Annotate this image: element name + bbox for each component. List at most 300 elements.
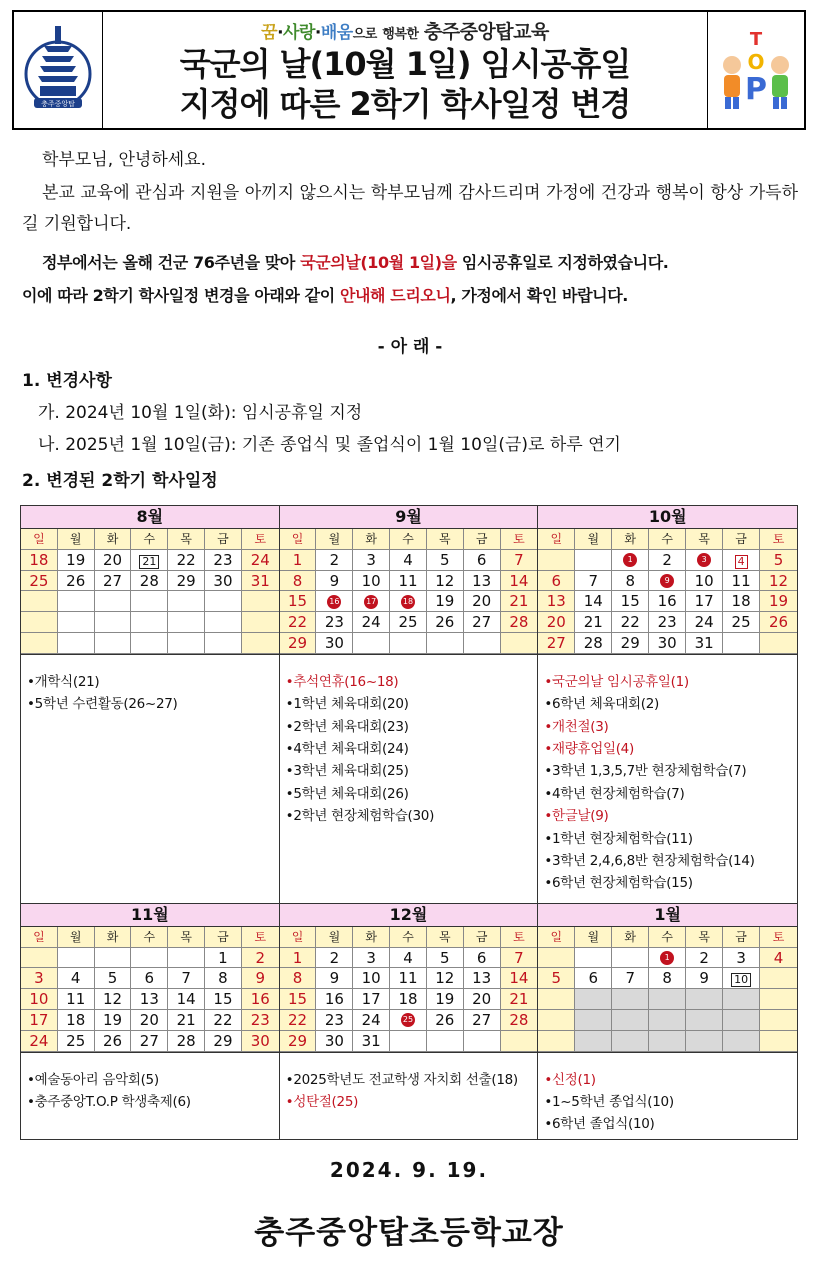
schedule-event: •5학년 수련활동(26~27) xyxy=(27,696,178,713)
calendar-day-number: 24 xyxy=(361,1010,381,1029)
calendar-day xyxy=(21,612,58,633)
weekday-header: 금 xyxy=(464,529,501,550)
calendar-day xyxy=(723,989,760,1010)
calendar-day-number: 13 xyxy=(472,571,492,590)
calendar-day xyxy=(242,948,279,969)
calendar-day-number: 2 xyxy=(329,948,340,967)
calendar-day-number: 10 xyxy=(361,969,381,988)
calendar-day-number: 3 xyxy=(366,948,376,967)
calendar-day-number: 23 xyxy=(324,613,344,632)
schedule-event: •한글날(9) xyxy=(544,808,609,825)
calendar-day xyxy=(760,550,797,571)
logo-text: 충주중앙탑 xyxy=(41,100,75,108)
month-calendar xyxy=(280,506,539,654)
calendar-day-number: 10 xyxy=(694,571,714,590)
schedule-event: •6학년 체육대회(2) xyxy=(544,696,659,713)
paragraph-3 xyxy=(22,280,798,311)
schedule-event: •2025학년도 전교학생 자치회 선출(18) xyxy=(285,1071,518,1088)
calendar-day xyxy=(316,948,353,969)
calendar-day xyxy=(575,1010,612,1031)
calendar-day xyxy=(58,612,95,633)
calendar-day-number: 6 xyxy=(551,571,562,590)
calendar-day xyxy=(131,612,168,633)
calendar-day xyxy=(58,948,95,969)
schedule-event: •1학년 체육대회(20) xyxy=(285,696,409,713)
calendar-day-number: 7 xyxy=(625,969,635,988)
calendar-day-number: 4 xyxy=(403,550,413,569)
calendar-day-number: 4 xyxy=(773,948,784,967)
calendar-day xyxy=(427,1031,464,1052)
calendar-day xyxy=(686,948,723,969)
calendar-day xyxy=(612,612,649,633)
calendar-day-number: 11 xyxy=(731,571,751,590)
calendar-day xyxy=(21,591,58,612)
calendar-day xyxy=(168,968,205,989)
calendar-day xyxy=(131,550,168,571)
calendar-day xyxy=(95,550,132,571)
calendar-day-number: 2 xyxy=(662,550,672,569)
weekday-header: 목 xyxy=(168,927,205,948)
schedule-event: •6학년 졸업식(10) xyxy=(544,1116,655,1133)
weekday-header: 금 xyxy=(205,529,242,550)
calendar-day-number: 30 xyxy=(324,633,344,652)
calendar-day-number: 11 xyxy=(398,571,418,590)
schedule-event: •3학년 체육대회(25) xyxy=(285,763,409,780)
calendar-day xyxy=(280,571,317,592)
calendar-day-number: 1 xyxy=(660,951,674,965)
calendar-day xyxy=(58,989,95,1010)
calendar-day-number: 12 xyxy=(102,990,123,1009)
calendar-day-number: 13 xyxy=(546,592,566,611)
calendar-day xyxy=(353,550,390,571)
month-title: 8월 xyxy=(21,506,279,529)
calendar-day xyxy=(390,633,427,654)
calendar-day xyxy=(464,550,501,571)
calendar-day-number: 9 xyxy=(699,969,709,988)
paragraph-3-a: 이에 따라 2학기 학사일정 변경을 아래와 같이 xyxy=(22,286,340,305)
schedule-event: •2학년 체육대회(23) xyxy=(285,718,409,735)
calendar-day xyxy=(131,1010,168,1031)
calendar-day xyxy=(168,989,205,1010)
calendar-day xyxy=(723,550,760,571)
calendar-day xyxy=(242,612,279,633)
calendar-day-number: 1 xyxy=(218,948,228,967)
calendar-day xyxy=(760,1010,797,1031)
calendar-day-number: 18 xyxy=(29,550,49,569)
calendar-day-number: 24 xyxy=(694,613,714,632)
calendar-day xyxy=(575,633,612,654)
calendar-day xyxy=(649,550,686,571)
weekday-header: 토 xyxy=(501,529,538,550)
page-title-line2: 지정에 따른 2학기 학사일정 변경 xyxy=(179,84,631,123)
weekday-header: 수 xyxy=(390,927,427,948)
calendar-day xyxy=(316,1010,353,1031)
calendar-day xyxy=(760,989,797,1010)
calendar-day-number: 8 xyxy=(662,969,672,988)
calendar-day xyxy=(649,612,686,633)
calendar-day-number: 19 xyxy=(66,550,86,569)
calendar-day xyxy=(205,1031,242,1052)
calendar-day xyxy=(538,1031,575,1052)
calendar-day xyxy=(205,612,242,633)
calendar-day-number: 7 xyxy=(514,550,524,569)
calendar-day-number: 27 xyxy=(472,613,492,632)
calendar-day xyxy=(612,968,649,989)
calendar-day-number: 29 xyxy=(288,1031,308,1050)
calendar-day-number: 16 xyxy=(324,990,344,1009)
calendar-day xyxy=(168,550,205,571)
calendar-day xyxy=(575,1031,612,1052)
weekday-header: 목 xyxy=(686,927,723,948)
calendar-day-number: 25 xyxy=(66,1031,86,1050)
calendar-day-number: 30 xyxy=(250,1031,270,1050)
slogan-happy: 행복한 xyxy=(382,26,419,42)
calendar-day xyxy=(168,948,205,969)
calendar-day xyxy=(131,633,168,654)
month-title: 11월 xyxy=(21,904,279,927)
paragraph-2 xyxy=(22,247,798,278)
calendar-day xyxy=(501,550,538,571)
calendar-day xyxy=(316,968,353,989)
calendar-day-number: 26 xyxy=(435,613,455,632)
slogan-dot: · xyxy=(277,22,284,43)
slogan-particle: 으로 xyxy=(352,26,377,42)
calendar-day-number: 7 xyxy=(181,969,191,988)
calendar-day-number: 11 xyxy=(66,990,86,1009)
calendar-notes-autumn xyxy=(21,654,797,903)
calendar-day xyxy=(760,948,797,969)
calendar-day-number: 21 xyxy=(509,990,529,1009)
slogan-dot: · xyxy=(314,22,321,43)
greeting: 학부모님, 안녕하세요. xyxy=(42,150,207,170)
section-1-item-a: 가. 2024년 10월 1일(화): 임시공휴일 지정 xyxy=(38,403,363,423)
month-grid xyxy=(280,927,538,1052)
month-calendar xyxy=(538,904,797,1052)
calendar-day xyxy=(242,633,279,654)
calendar-day-number: 5 xyxy=(551,969,562,988)
calendar-day-number: 6 xyxy=(476,948,487,967)
calendar-day xyxy=(686,968,723,989)
weekday-header: 화 xyxy=(353,529,390,550)
calendar-day-number: 14 xyxy=(509,969,529,988)
calendar-day xyxy=(280,550,317,571)
calendar-day-number: 14 xyxy=(583,592,603,611)
paragraph-2-highlight: 국군의날(10월 1일)을 xyxy=(300,253,457,272)
calendar-day-number: 23 xyxy=(657,613,677,632)
calendar-day xyxy=(95,1010,132,1031)
weekday-header: 일 xyxy=(538,927,575,948)
top-mascot xyxy=(707,12,804,128)
slogan-learning: 배움 xyxy=(320,22,353,43)
calendar-day xyxy=(575,989,612,1010)
calendar-day xyxy=(390,550,427,571)
month-title: 12월 xyxy=(280,904,538,927)
calendar-day xyxy=(168,571,205,592)
calendar-day xyxy=(168,633,205,654)
calendar-day-number: 28 xyxy=(509,613,529,632)
schedule-event: •충주중앙T.O.P 학생축제(6) xyxy=(27,1093,191,1110)
calendar-day xyxy=(58,633,95,654)
calendar-day-number: 6 xyxy=(588,969,599,988)
weekday-header: 화 xyxy=(95,529,132,550)
month-calendar xyxy=(280,904,539,1052)
calendar-day-number: 19 xyxy=(435,990,455,1009)
calendar-day-number: 2 xyxy=(329,550,340,569)
calendar-day-number: 22 xyxy=(620,613,640,632)
weekday-header: 목 xyxy=(686,529,723,550)
header-title-area xyxy=(103,12,707,128)
month-calendar xyxy=(21,904,280,1052)
calendar-day xyxy=(390,968,427,989)
calendar-day xyxy=(205,948,242,969)
calendar-day xyxy=(686,591,723,612)
calendar-day xyxy=(168,612,205,633)
calendar-day-number: 18 xyxy=(731,592,751,611)
weekday-header: 일 xyxy=(280,927,317,948)
calendar-day-number: 11 xyxy=(398,969,418,988)
calendar-day-number: 15 xyxy=(288,990,308,1009)
calendar-day xyxy=(168,591,205,612)
calendar-day xyxy=(316,1031,353,1052)
schedule-event: •5학년 체육대회(26) xyxy=(285,785,409,802)
calendar-day xyxy=(242,550,279,571)
calendar-day-number: 21 xyxy=(509,592,529,611)
calendar-day xyxy=(280,1010,317,1031)
weekday-header: 토 xyxy=(242,529,279,550)
calendar-day xyxy=(58,550,95,571)
month-notes xyxy=(538,655,797,903)
mascot-letter-p: P xyxy=(745,72,767,107)
calendar-day xyxy=(723,571,760,592)
calendar-day-number: 27 xyxy=(102,571,123,590)
calendar-day-number: 9 xyxy=(660,574,674,588)
weekday-header: 토 xyxy=(242,927,279,948)
calendar-day-number: 23 xyxy=(250,1010,270,1029)
calendar-day xyxy=(464,571,501,592)
calendar-day xyxy=(95,1031,132,1052)
calendar-day xyxy=(501,989,538,1010)
calendar-day xyxy=(95,948,132,969)
calendar-day xyxy=(280,591,317,612)
calendar-day xyxy=(464,612,501,633)
calendar-day xyxy=(95,571,132,592)
calendar-day xyxy=(427,633,464,654)
weekday-header: 화 xyxy=(353,927,390,948)
calendar-day-number: 14 xyxy=(509,571,529,590)
calendar-day xyxy=(205,571,242,592)
calendar-day-number: 7 xyxy=(514,948,524,967)
calendar-day xyxy=(538,968,575,989)
calendar-day-number: 29 xyxy=(620,633,640,652)
calendar-day-number: 20 xyxy=(102,550,123,569)
weekday-header: 토 xyxy=(760,927,797,948)
calendar-day xyxy=(390,591,427,612)
slogan xyxy=(261,17,549,44)
mascot-letter-o: O xyxy=(747,50,765,74)
calendar-day xyxy=(353,591,390,612)
calendar-day-number: 3 xyxy=(34,969,44,988)
calendar-day xyxy=(131,948,168,969)
calendar-day-number: 21 xyxy=(583,613,603,632)
calendar-day-number: 5 xyxy=(107,969,118,988)
calendar-day xyxy=(58,1031,95,1052)
calendar-day-number: 10 xyxy=(361,571,381,590)
calendar-day-number: 25 xyxy=(398,613,418,632)
section-2-title: 2. 변경된 2학기 학사일정 xyxy=(22,471,218,491)
calendar-day xyxy=(95,612,132,633)
calendar-day xyxy=(131,571,168,592)
calendar-notes-winter xyxy=(21,1052,797,1139)
calendar-day-number: 25 xyxy=(731,613,751,632)
calendar-day xyxy=(242,591,279,612)
calendar-day-number: 28 xyxy=(583,633,603,652)
calendar-day-number: 22 xyxy=(288,613,308,632)
calendar-day xyxy=(131,968,168,989)
calendar-day-number: 9 xyxy=(329,571,340,590)
calendar-day xyxy=(316,571,353,592)
weekday-header: 수 xyxy=(649,529,686,550)
calendar-day-number: 22 xyxy=(213,1010,233,1029)
calendar-day xyxy=(612,571,649,592)
weekday-header: 금 xyxy=(723,529,760,550)
slogan-brand: 충주중앙탑교육 xyxy=(423,20,549,43)
month-notes xyxy=(21,1053,280,1139)
calendar-day-number: 15 xyxy=(213,990,233,1009)
calendar-day-number: 12 xyxy=(768,571,789,590)
calendar-day xyxy=(427,948,464,969)
calendar-day-number: 25 xyxy=(401,1013,415,1027)
calendar-day xyxy=(760,571,797,592)
month-grid xyxy=(538,927,797,1052)
calendar-day-number: 20 xyxy=(139,1010,159,1029)
weekday-header: 화 xyxy=(95,927,132,948)
calendar-day xyxy=(280,633,317,654)
calendar-day-number: 24 xyxy=(250,550,270,569)
month-calendar xyxy=(538,506,797,654)
calendar-day xyxy=(242,571,279,592)
weekday-header: 월 xyxy=(575,529,612,550)
paragraph-2-a: 정부에서는 올해 건군 76주년을 맞아 xyxy=(42,253,301,272)
calendar-day xyxy=(316,989,353,1010)
calendar-day xyxy=(464,591,501,612)
calendar-day-number: 24 xyxy=(29,1031,49,1050)
calendar-day-number: 16 xyxy=(327,595,341,609)
calendar-day-number: 3 xyxy=(697,553,711,567)
schedule-event: •개학식(21) xyxy=(27,673,100,690)
calendar-day xyxy=(316,612,353,633)
calendar-day-number: 26 xyxy=(768,613,789,632)
calendar-day xyxy=(612,1010,649,1031)
calendar-day xyxy=(390,571,427,592)
schedule-event: •신정(1) xyxy=(544,1071,596,1088)
calendar-day xyxy=(686,989,723,1010)
calendar-day-number: 2 xyxy=(255,948,266,967)
calendar-day-number: 29 xyxy=(288,633,308,652)
calendar-day xyxy=(427,968,464,989)
calendar-day xyxy=(205,1010,242,1031)
month-title: 10월 xyxy=(538,506,797,529)
calendar-day-number: 8 xyxy=(292,571,303,590)
calendar-day xyxy=(538,550,575,571)
calendar-day-number: 26 xyxy=(102,1031,123,1050)
calendar-day xyxy=(464,1010,501,1031)
weekday-header: 화 xyxy=(612,927,649,948)
calendar-day xyxy=(723,968,760,989)
calendar-day-number: 24 xyxy=(361,613,381,632)
calendar-day xyxy=(353,571,390,592)
calendar-day xyxy=(575,591,612,612)
calendar-day xyxy=(58,1010,95,1031)
calendar-day xyxy=(205,591,242,612)
paragraph-2-c: 임시공휴일로 지정하였습니다. xyxy=(456,253,669,272)
calendar-day xyxy=(205,550,242,571)
principal-signature: 충주중앙탑초등학교장 xyxy=(254,1215,564,1251)
calendar-day xyxy=(501,1010,538,1031)
calendar-day xyxy=(575,550,612,571)
calendar-row-winter xyxy=(21,903,797,1052)
calendar-day xyxy=(21,989,58,1010)
slogan-love: 사랑 xyxy=(283,22,315,43)
weekday-header: 월 xyxy=(58,529,95,550)
header-box xyxy=(12,10,806,130)
calendar-day-number: 28 xyxy=(176,1031,196,1050)
schedule-event: •6학년 현장체험학습(15) xyxy=(544,875,693,892)
calendar-day xyxy=(58,591,95,612)
mascot-letter-t: T xyxy=(749,29,763,50)
calendar-day-number: 31 xyxy=(250,571,270,590)
calendar-day xyxy=(501,633,538,654)
calendar-day xyxy=(280,948,317,969)
weekday-header: 토 xyxy=(501,927,538,948)
calendar-day xyxy=(280,968,317,989)
calendar-day xyxy=(686,1031,723,1052)
weekday-header: 일 xyxy=(21,927,58,948)
calendar-day-number: 17 xyxy=(364,595,378,609)
calendar-day xyxy=(464,968,501,989)
calendar-day xyxy=(280,989,317,1010)
month-grid xyxy=(538,529,797,654)
weekday-header: 월 xyxy=(575,927,612,948)
calendar-day xyxy=(427,591,464,612)
page-title-line1: 국군의 날(10월 1일) 임시공휴일 xyxy=(179,44,631,83)
calendar-day xyxy=(501,968,538,989)
calendar-day xyxy=(95,591,132,612)
calendar-day xyxy=(205,968,242,989)
calendar-day xyxy=(575,612,612,633)
calendar-day xyxy=(464,948,501,969)
calendar-day xyxy=(131,989,168,1010)
calendar-day-number: 15 xyxy=(620,592,640,611)
calendar-day xyxy=(686,612,723,633)
school-logo xyxy=(14,12,103,128)
academic-calendar xyxy=(20,505,798,1140)
calendar-day xyxy=(21,968,58,989)
weekday-header: 일 xyxy=(280,529,317,550)
calendar-day xyxy=(649,989,686,1010)
calendar-day-number: 30 xyxy=(324,1031,344,1050)
calendar-day-number: 12 xyxy=(435,571,455,590)
schedule-event: •1~5학년 종업식(10) xyxy=(544,1093,674,1110)
calendar-day-number: 19 xyxy=(102,1010,123,1029)
schedule-event: •2학년 현장체험학습(30) xyxy=(285,808,435,825)
month-grid xyxy=(280,529,538,654)
calendar-day-number: 21 xyxy=(139,555,159,569)
calendar-day xyxy=(242,989,279,1010)
calendar-day xyxy=(168,1010,205,1031)
schedule-event: •추석연휴(16~18) xyxy=(285,673,399,690)
calendar-day xyxy=(21,550,58,571)
calendar-day-number: 1 xyxy=(292,550,303,569)
